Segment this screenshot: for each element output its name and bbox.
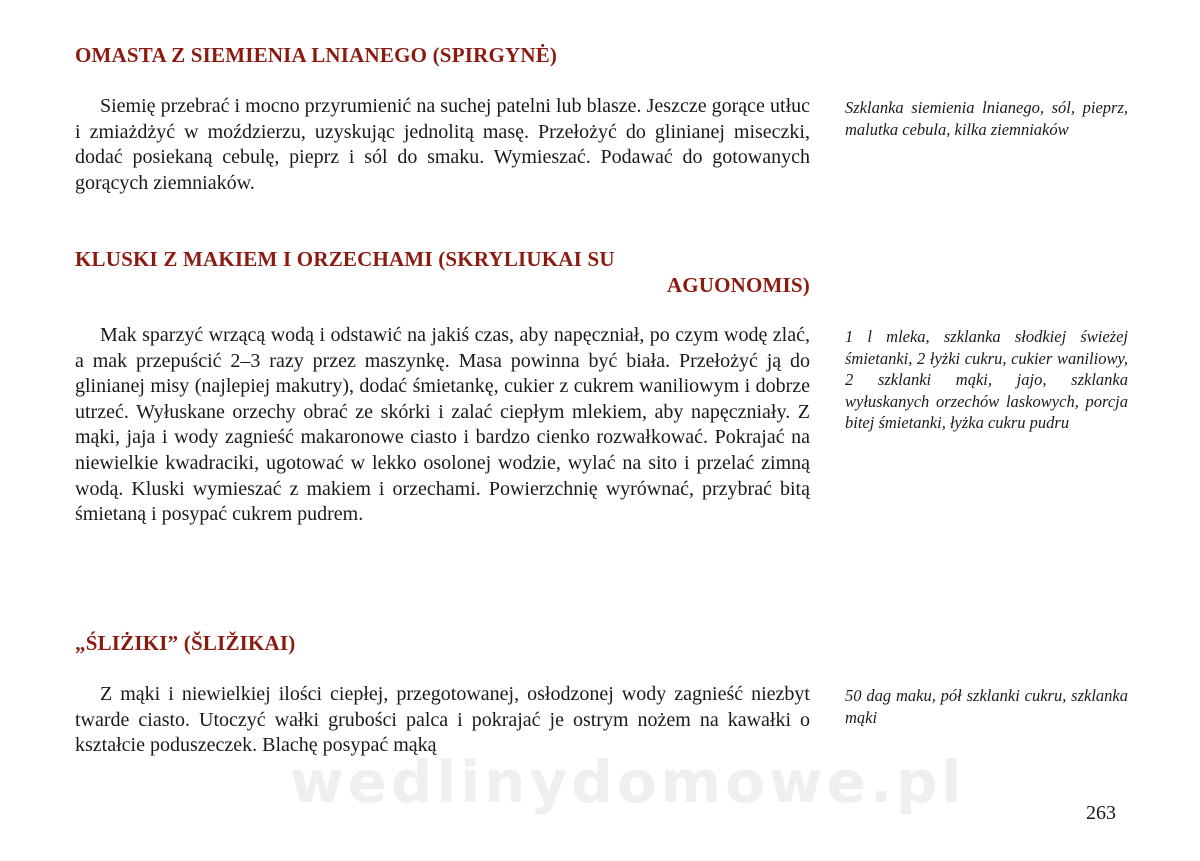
page-number: 263 [1086, 802, 1116, 824]
recipe-body-kluski: Mak sparzyć wrzącą wodą i odstawić na jakiś czas, aby napęczniał, po czym wodę zlać, a mak przepuścić 2–3 razy przez maszynkę. Masa powinna być biała. Przełożyć ją do glinianej misy (najlepiej makutry), dodać śmietankę, cukier z cukrem waniliowym i dobrze utrzeć. Wyłuskane orzechy obrać ze skórki i zalać ciepłym mlekiem, aby napęczniały. Z mąki, jaja i wody zagnieść makaronowe ciasto i bardzo cienko rozwałkować. Pokrajać na niewielkie kwadraciki, ugotować w lekko osolonej wodzie, wylać na sito i przelać zimną wodą. Kluski wymieszać z makiem i orzechami. Powierzchnię wyrównać, przybrać bitą śmietaną i posypać cukrem pudrem. [75, 324, 810, 526]
recipe-title-slizyki: „ŚLIŻIKI” (ŠLIŽIKAI) [75, 631, 296, 655]
recipe-body-slizyki: Z mąki i niewielkiej ilości ciepłej, przegotowanej, osłodzonej wody zagnieść niezbyt twarde ciasto. Utoczyć wałki grubości palca i pokrajać je ostrym nożem na kawałki o kształcie poduszeczek. Blachę posypać mąką [75, 683, 810, 757]
ingredients-kluski: 1 l mleka, szklanka słodkiej świeżej śmietanki, 2 łyżki cukru, cukier waniliowy, 2 szklanki mąki, jajo, szklanka wyłuskanych orzechów laskowych, porcja bitej śmietanki, łyżka cukru pudru [845, 327, 1128, 432]
recipe-body-omasta: Siemię przebrać i mocno przyrumienić na suchej patelni lub blasze. Jeszcze gorące utłuc i zmiażdżyć w moździerzu, uzyskując jednolitą masę. Przełożyć do glinianej miseczki, dodać posiekaną cebulę, pieprz i sól do smaku. Wymieszać. Podawać do gotowanych gorących ziemniaków. [75, 95, 810, 194]
watermark: wedlinydomowe.pl [290, 748, 966, 816]
recipe-title-kluski-line1: KLUSKI Z MAKIEM I ORZECHAMI (SKRYLIUKAI SU [75, 247, 615, 271]
recipe-title-kluski-line2: AGUONOMIS) [666, 273, 810, 297]
recipe-title-omasta: OMASTA Z SIEMIENIA LNIANEGO (SPIRGYNĖ) [75, 43, 558, 67]
ingredients-slizyki: 50 dag maku, pół szklanki cukru, szklanka mąki [845, 686, 1128, 727]
ingredients-omasta: Szklanka siemienia lnianego, sól, pieprz, malutka cebula, kilka ziemniaków [845, 98, 1128, 139]
recipe-title-kluski [75, 246, 810, 298]
